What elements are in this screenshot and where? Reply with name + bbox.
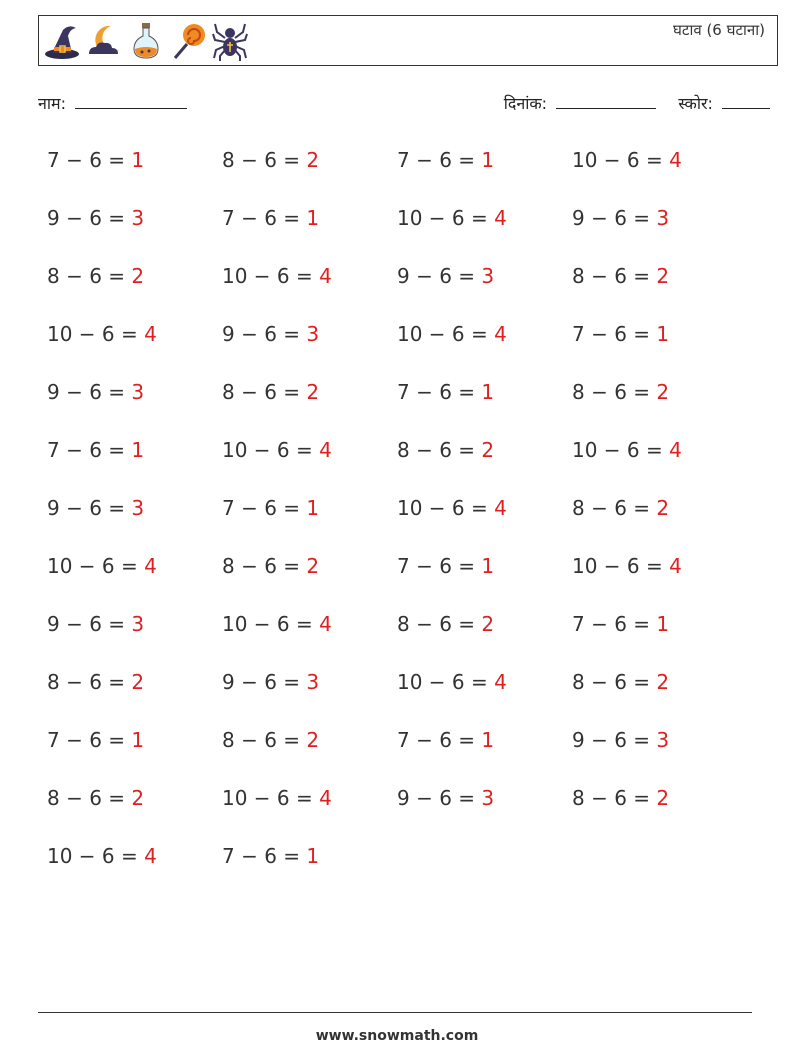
problem-question: 7 − 6 =: [572, 322, 651, 346]
problem-item: [222, 612, 332, 636]
problem-answer: 2: [481, 612, 495, 636]
problem-item: [222, 554, 319, 578]
problem-answer: 2: [656, 264, 670, 288]
problem-question: 7 − 6 =: [572, 612, 651, 636]
problem-question: 8 − 6 =: [222, 380, 301, 404]
problem-answer: 4: [319, 438, 332, 462]
problem-answer: 2: [306, 380, 320, 404]
problem-question: 7 − 6 =: [397, 148, 476, 172]
problem-question: 8 − 6 =: [47, 786, 126, 810]
problem-answer: 1: [481, 554, 495, 578]
problem-answer: 2: [306, 728, 320, 752]
date-score-fields: [504, 92, 770, 114]
problem-item: [222, 438, 332, 462]
problem-answer: 3: [131, 496, 145, 520]
problem-item: [572, 612, 669, 636]
problem-question: 9 − 6 =: [572, 206, 651, 230]
problem-question: 10 − 6 =: [47, 322, 138, 346]
problem-item: [397, 206, 507, 230]
problem-item: [572, 148, 682, 172]
problem-question: 10 − 6 =: [572, 554, 663, 578]
problem-question: 10 − 6 =: [222, 264, 313, 288]
problem-item: [572, 496, 669, 520]
problem-question: 8 − 6 =: [397, 438, 476, 462]
problem-question: 7 − 6 =: [397, 554, 476, 578]
problem-item: [397, 786, 494, 810]
problem-answer: 1: [656, 322, 670, 346]
lollipop-icon: [169, 20, 207, 62]
name-blank[interactable]: [75, 94, 187, 109]
problem-item: [222, 380, 319, 404]
problem-question: 8 − 6 =: [47, 670, 126, 694]
problem-question: 8 − 6 =: [572, 380, 651, 404]
problem-item: [397, 554, 494, 578]
problem-item: [572, 206, 669, 230]
problem-question: 7 − 6 =: [397, 380, 476, 404]
name-field: [38, 92, 187, 114]
name-label: नाम:: [38, 94, 66, 113]
problem-question: 8 − 6 =: [222, 148, 301, 172]
problem-item: [397, 496, 507, 520]
problem-answer: 1: [306, 206, 320, 230]
header-icons: [43, 20, 249, 62]
problem-question: 10 − 6 =: [397, 670, 488, 694]
problem-answer: 4: [494, 322, 507, 346]
problem-item: [222, 496, 319, 520]
problem-question: 8 − 6 =: [397, 612, 476, 636]
problem-question: 9 − 6 =: [47, 380, 126, 404]
worksheet-header: [38, 15, 778, 66]
problem-question: 8 − 6 =: [572, 670, 651, 694]
problem-question: 7 − 6 =: [397, 728, 476, 752]
problem-question: 7 − 6 =: [222, 844, 301, 868]
problem-question: 10 − 6 =: [397, 322, 488, 346]
problem-question: 8 − 6 =: [572, 264, 651, 288]
problem-item: [47, 612, 144, 636]
problem-answer: 4: [669, 148, 682, 172]
date-blank[interactable]: [556, 94, 656, 109]
problem-question: 7 − 6 =: [222, 206, 301, 230]
problem-question: 9 − 6 =: [47, 206, 126, 230]
problem-answer: 2: [306, 148, 320, 172]
problem-question: 8 − 6 =: [222, 554, 301, 578]
problem-item: [47, 322, 157, 346]
problem-question: 9 − 6 =: [47, 496, 126, 520]
problem-answer: 2: [131, 670, 145, 694]
problem-question: 10 − 6 =: [397, 206, 488, 230]
problem-item: [572, 728, 669, 752]
problem-answer: 4: [144, 844, 157, 868]
problem-item: [222, 728, 319, 752]
problem-answer: 2: [656, 496, 670, 520]
problem-answer: 2: [306, 554, 320, 578]
problem-question: 7 − 6 =: [222, 496, 301, 520]
problem-item: [47, 380, 144, 404]
problem-answer: 3: [481, 786, 495, 810]
problem-item: [47, 554, 157, 578]
problem-item: [47, 206, 144, 230]
problem-item: [572, 380, 669, 404]
problem-answer: 4: [669, 554, 682, 578]
problem-answer: 3: [306, 322, 320, 346]
problem-answer: 4: [494, 670, 507, 694]
problem-answer: 1: [306, 496, 320, 520]
problem-answer: 1: [481, 148, 495, 172]
problem-question: 10 − 6 =: [47, 554, 138, 578]
problem-question: 9 − 6 =: [572, 728, 651, 752]
problem-answer: 4: [319, 786, 332, 810]
problem-item: [47, 148, 144, 172]
problem-question: 9 − 6 =: [397, 264, 476, 288]
problem-item: [222, 206, 319, 230]
problem-answer: 4: [144, 554, 157, 578]
problem-answer: 1: [656, 612, 670, 636]
problem-answer: 4: [669, 438, 682, 462]
problem-item: [572, 554, 682, 578]
problem-item: [222, 786, 332, 810]
problem-item: [397, 380, 494, 404]
problem-item: [572, 786, 669, 810]
problem-answer: 1: [131, 148, 145, 172]
problem-question: 7 − 6 =: [47, 438, 126, 462]
problem-question: 7 − 6 =: [47, 728, 126, 752]
problem-answer: 2: [656, 670, 670, 694]
problem-answer: 4: [319, 612, 332, 636]
date-label: दिनांक:: [503, 94, 548, 113]
problem-item: [222, 148, 319, 172]
problem-question: 10 − 6 =: [222, 438, 313, 462]
problem-question: 9 − 6 =: [397, 786, 476, 810]
problem-item: [572, 264, 669, 288]
problem-question: 8 − 6 =: [572, 496, 651, 520]
problem-item: [47, 438, 144, 462]
problem-item: [222, 844, 319, 868]
problem-question: 8 − 6 =: [572, 786, 651, 810]
problem-answer: 1: [131, 728, 145, 752]
problem-item: [572, 322, 669, 346]
spider-icon: [211, 20, 249, 62]
footer-divider: [38, 1012, 752, 1013]
potion-bottle-icon: [127, 20, 165, 62]
problem-question: 10 − 6 =: [47, 844, 138, 868]
problem-answer: 3: [481, 264, 495, 288]
problem-question: 9 − 6 =: [47, 612, 126, 636]
problem-question: 10 − 6 =: [222, 612, 313, 636]
problem-answer: 1: [481, 728, 495, 752]
problem-item: [397, 264, 494, 288]
problem-item: [47, 728, 144, 752]
problem-answer: 2: [131, 786, 145, 810]
problem-item: [222, 670, 319, 694]
witch-hat-icon: [43, 20, 81, 62]
worksheet-title: घटाव (6 घटाना): [673, 21, 765, 39]
problem-answer: 3: [131, 612, 145, 636]
problem-item: [47, 264, 144, 288]
problem-answer: 3: [656, 206, 670, 230]
moon-cloud-icon: [85, 20, 123, 62]
problem-answer: 3: [306, 670, 320, 694]
problem-answer: 3: [131, 380, 145, 404]
problem-item: [572, 670, 669, 694]
problem-item: [47, 786, 144, 810]
problem-question: 9 − 6 =: [222, 670, 301, 694]
problem-answer: 1: [131, 438, 145, 462]
score-label: स्कोर:: [678, 94, 713, 113]
problem-item: [397, 612, 494, 636]
problem-answer: 4: [494, 496, 507, 520]
problem-answer: 2: [131, 264, 145, 288]
problem-answer: 2: [656, 380, 670, 404]
problem-item: [397, 670, 507, 694]
problem-question: 10 − 6 =: [572, 438, 663, 462]
problem-answer: 2: [656, 786, 670, 810]
problem-question: 7 − 6 =: [47, 148, 126, 172]
problem-item: [572, 438, 682, 462]
problem-question: 8 − 6 =: [47, 264, 126, 288]
problem-question: 10 − 6 =: [222, 786, 313, 810]
problem-item: [397, 438, 494, 462]
problem-answer: 1: [481, 380, 495, 404]
problem-answer: 3: [131, 206, 145, 230]
problem-item: [397, 322, 507, 346]
problem-item: [222, 322, 319, 346]
problem-answer: 3: [656, 728, 670, 752]
problem-item: [397, 728, 494, 752]
score-blank[interactable]: [722, 94, 770, 109]
problem-answer: 4: [494, 206, 507, 230]
problem-answer: 1: [306, 844, 320, 868]
problem-item: [47, 844, 157, 868]
problem-item: [222, 264, 332, 288]
problem-question: 8 − 6 =: [222, 728, 301, 752]
problem-question: 9 − 6 =: [222, 322, 301, 346]
problem-answer: 4: [319, 264, 332, 288]
problem-question: 10 − 6 =: [572, 148, 663, 172]
problem-answer: 4: [144, 322, 157, 346]
footer-url: www.snowmath.com: [315, 1028, 479, 1044]
problem-item: [47, 670, 144, 694]
problem-item: [47, 496, 144, 520]
problem-question: 10 − 6 =: [397, 496, 488, 520]
problem-answer: 2: [481, 438, 495, 462]
problem-item: [397, 148, 494, 172]
